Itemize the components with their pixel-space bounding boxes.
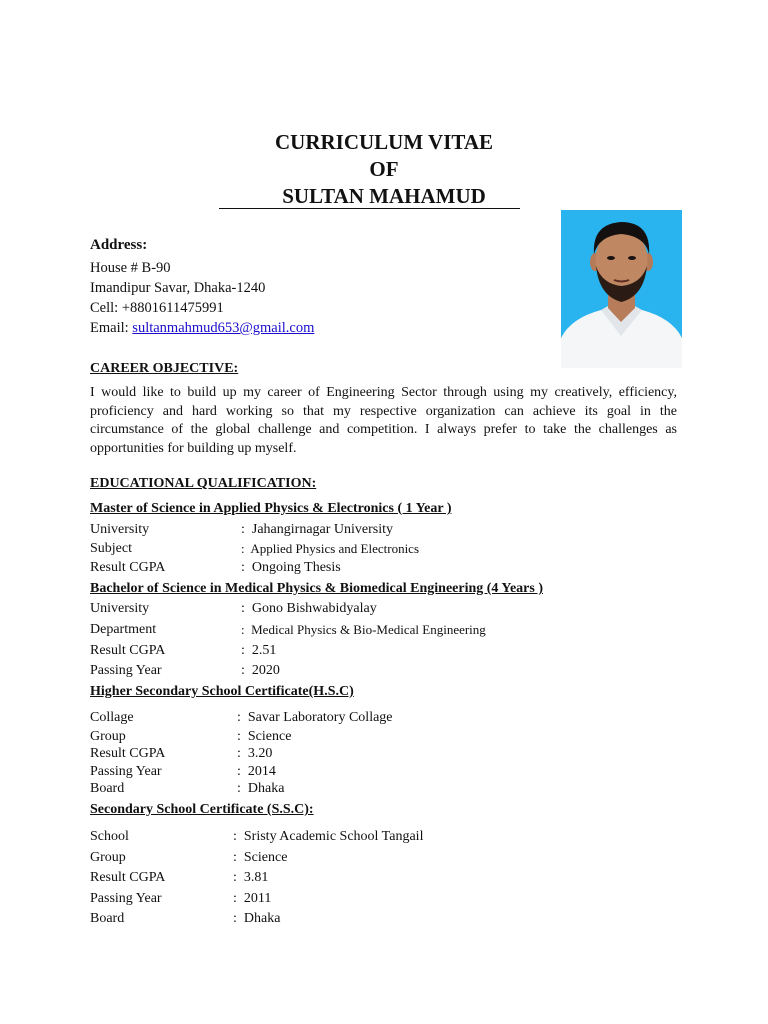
masters-subject-label: Subject bbox=[90, 541, 132, 556]
bachelor-result-label: Result CGPA bbox=[90, 643, 166, 658]
hsc-result-value: : 3.20 bbox=[237, 746, 273, 761]
hsc-board-label: Board bbox=[90, 781, 125, 796]
career-objective-text: I would like to build up my career of Engineering Sector through using my creatively, efficiency, proficiency and hard working so that my respective organization can achieve its goal in the circumstance of the global challenge and competition. I always prefer to take the challenges as opportunities for building up myself. bbox=[90, 385, 677, 456]
ssc-year-label: Passing Year bbox=[90, 891, 162, 906]
ssc-year-value: : 2011 bbox=[233, 891, 272, 906]
ssc-group-value: : Science bbox=[233, 850, 288, 865]
email-line bbox=[90, 319, 314, 337]
masters-university-label: University bbox=[90, 522, 150, 537]
ssc-board-label: Board bbox=[90, 911, 125, 926]
email-label: Email: bbox=[90, 320, 133, 336]
person-portrait-icon bbox=[561, 210, 682, 368]
masters-result-label: Result CGPA bbox=[90, 560, 166, 575]
masters-heading: Master of Science in Applied Physics & Electronics ( 1 Year ) bbox=[90, 501, 452, 516]
hsc-collage-value: : Savar Laboratory Collage bbox=[237, 710, 393, 725]
hsc-year-value: : 2014 bbox=[237, 764, 276, 779]
address-line-1: House # B-90 bbox=[90, 260, 171, 276]
masters-university-value: : Jahangirnagar University bbox=[241, 522, 394, 537]
email-link[interactable]: sultanmahmud653@gmail.com bbox=[132, 320, 315, 336]
hsc-collage-label: Collage bbox=[90, 710, 134, 725]
hsc-year-label: Passing Year bbox=[90, 764, 162, 779]
cv-title: CURRICULUM VITAE bbox=[275, 130, 493, 154]
education-heading: EDUCATIONAL QUALIFICATION: bbox=[90, 476, 317, 491]
hsc-heading: Higher Secondary School Certificate(H.S.C) bbox=[90, 684, 354, 699]
cell-number: Cell: +8801611475991 bbox=[90, 300, 224, 316]
bachelor-university-value: : Gono Bishwabidyalay bbox=[241, 601, 377, 616]
hsc-group-value: : Science bbox=[237, 729, 292, 744]
bachelor-year-value: : 2020 bbox=[241, 663, 280, 678]
profile-photo bbox=[561, 210, 682, 368]
ssc-result-value: : 3.81 bbox=[233, 870, 269, 885]
bachelor-department-value: : Medical Physics & Bio-Medical Engineering bbox=[241, 622, 486, 637]
bachelor-result-value: : 2.51 bbox=[241, 643, 277, 658]
ssc-group-label: Group bbox=[90, 850, 126, 865]
ssc-board-value: : Dhaka bbox=[233, 911, 281, 926]
ssc-school-label: School bbox=[90, 829, 129, 844]
ssc-result-label: Result CGPA bbox=[90, 870, 166, 885]
hsc-board-value: : Dhaka bbox=[237, 781, 285, 796]
ssc-school-value: : Sristy Academic School Tangail bbox=[233, 829, 424, 844]
ssc-heading: Secondary School Certificate (S.S.C): bbox=[90, 802, 314, 817]
address-heading: Address: bbox=[90, 237, 148, 253]
address-line-2: Imandipur Savar, Dhaka-1240 bbox=[90, 280, 266, 296]
title-underline bbox=[219, 208, 520, 209]
bachelor-heading: Bachelor of Science in Medical Physics & Biomedical Engineering (4 Years ) bbox=[90, 581, 544, 596]
hsc-result-label: Result CGPA bbox=[90, 746, 166, 761]
hsc-group-label: Group bbox=[90, 729, 126, 744]
career-objective-heading: CAREER OBJECTIVE: bbox=[90, 361, 239, 376]
cv-title-of: OF bbox=[369, 157, 399, 181]
masters-result-value: : Ongoing Thesis bbox=[241, 560, 341, 575]
bachelor-year-label: Passing Year bbox=[90, 663, 162, 678]
masters-subject-value: : Applied Physics and Electronics bbox=[241, 541, 420, 556]
bachelor-department-label: Department bbox=[90, 622, 157, 637]
bachelor-university-label: University bbox=[90, 601, 150, 616]
cv-name: SULTAN MAHAMUD bbox=[282, 184, 486, 208]
